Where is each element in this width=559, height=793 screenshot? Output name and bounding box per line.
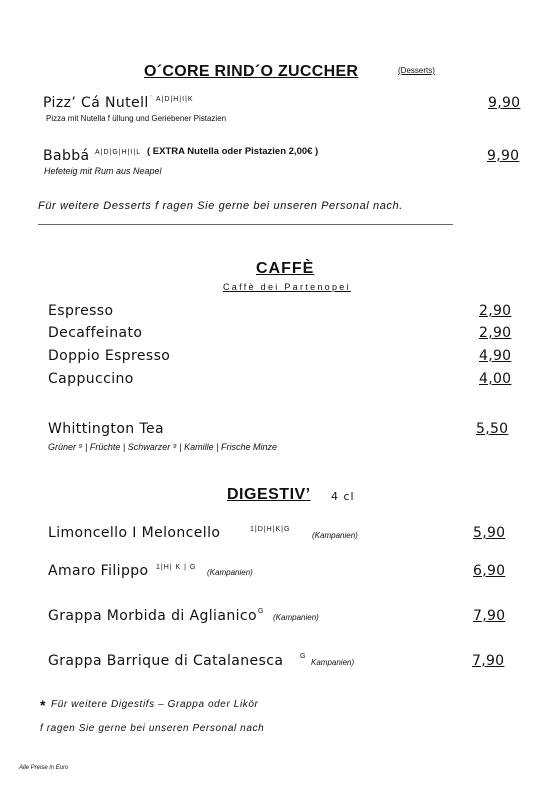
- region: (Kampanien): [207, 568, 253, 577]
- menu-item-name: Decaffeinato: [48, 325, 143, 341]
- desserts-title: O´CORE RIND´O ZUCCHER: [144, 63, 359, 80]
- menu-item-name: Babbá: [43, 148, 90, 164]
- tea-varieties: Grüner ⁹ | Früchte | Schwarzer ⁹ | Kamille | Frische Minze: [48, 442, 277, 452]
- caffe-subtitle: Caffè dei Partenopei: [223, 282, 351, 292]
- digestiv-note-line2: f ragen Sie gerne bei unseren Personal nach: [40, 723, 265, 734]
- digestiv-size: 4 cl: [331, 490, 355, 503]
- price-currency-note: Alle Preise in Euro: [19, 765, 69, 771]
- menu-item-price: 5,50: [476, 421, 509, 437]
- region: (Kampanien): [312, 531, 358, 540]
- menu-item-price: 2,90: [479, 303, 512, 319]
- menu-item-name: Cappuccino: [48, 371, 134, 387]
- menu-item-price: 6,90: [473, 563, 506, 579]
- menu-item-price: 7,90: [472, 653, 505, 669]
- menu-item-description: Pizza mit Nutella f üllung und Geriebener Pistazien: [46, 114, 227, 123]
- menu-item-price: 5,90: [473, 525, 506, 541]
- menu-item-name: Amaro Filippo: [48, 563, 149, 579]
- menu-item-price: 2,90: [479, 325, 512, 341]
- menu-item-description: Hefeteig mit Rum aus Neapel: [44, 166, 162, 176]
- menu-item-name: Grappa Barrique di Catalanesca: [48, 653, 284, 669]
- allergen-codes: A|D|G|H|I|L: [95, 149, 142, 156]
- desserts-note: Für weitere Desserts f ragen Sie gerne bei unseren Personal nach.: [38, 200, 403, 212]
- menu-item-name: Pizz’ Cá Nutell: [43, 95, 149, 111]
- region: (Kampanien): [273, 613, 319, 622]
- menu-item-price: 7,90: [473, 608, 506, 624]
- allergen-codes: G: [300, 653, 307, 660]
- menu-item-name: Doppio Espresso: [48, 348, 171, 364]
- note-asterisk: *: [40, 697, 46, 713]
- menu-item-name: Espresso: [48, 303, 114, 319]
- menu-item-price: 4,00: [479, 371, 512, 387]
- menu-item-name: Limoncello I Meloncello: [48, 525, 221, 541]
- menu-item-price: 4,90: [479, 348, 512, 364]
- menu-item-name: Grappa Morbida di Aglianico: [48, 608, 257, 624]
- divider: [38, 224, 453, 225]
- desserts-tag: (Desserts): [398, 66, 435, 75]
- allergen-codes: 1|H| K | G: [156, 564, 197, 571]
- menu-item-price: 9,90: [487, 148, 520, 164]
- caffe-title: CAFFÈ: [256, 260, 315, 277]
- region: Kampanien): [311, 658, 355, 667]
- allergen-codes: G: [258, 608, 265, 615]
- extra-option: ( EXTRA Nutella oder Pistazien 2,00€ ): [147, 146, 319, 157]
- digestiv-note-line1: Für weitere Digestifs – Grappa oder Likör: [51, 699, 259, 710]
- menu-item-name: Whittington Tea: [48, 421, 164, 437]
- menu-item-price: 9,90: [488, 95, 521, 111]
- allergen-codes: 1|D|H|K|G: [250, 526, 291, 533]
- allergen-codes: ´ A|D|H|I|K: [150, 96, 194, 103]
- digestiv-title: DIGESTIV’: [227, 486, 311, 503]
